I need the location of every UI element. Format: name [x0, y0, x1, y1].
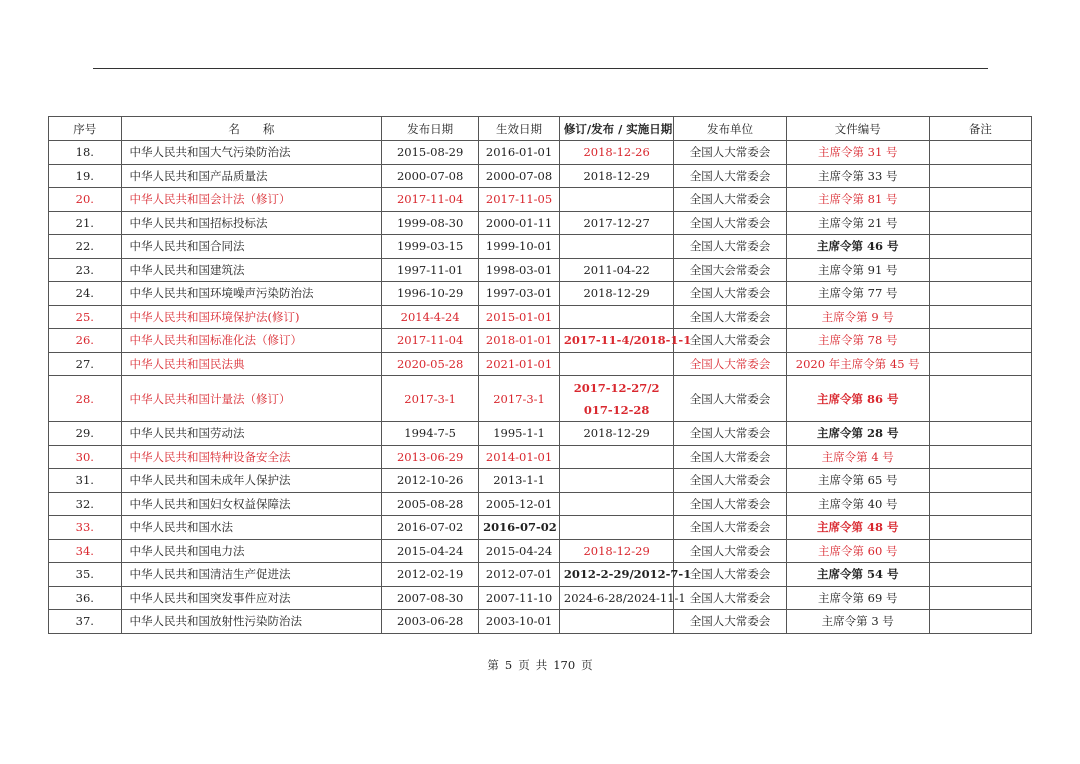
footer-prefix: 第 — [487, 658, 499, 672]
cell-remarks — [929, 282, 1031, 306]
table-row — [49, 258, 1032, 282]
cell-publish-date: 2000-07-08 — [382, 164, 479, 188]
cell-remarks — [929, 352, 1031, 376]
cell-issuer: 全国人大常委会 — [674, 469, 786, 493]
cell-publish-date: 2012-10-26 — [382, 469, 479, 493]
cell-revision-date — [559, 445, 673, 469]
cell-seq: 27. — [49, 352, 122, 376]
table-row — [49, 329, 1032, 353]
cell-remarks — [929, 305, 1031, 329]
cell-remarks — [929, 539, 1031, 563]
cell-name: 中华人民共和国会计法（修订） — [121, 188, 382, 212]
cell-doc-number: 主席令第 91 号 — [786, 258, 929, 282]
cell-publish-date: 2013-06-29 — [382, 445, 479, 469]
cell-revision-date: 2018-12-26 — [559, 141, 673, 165]
cell-issuer: 全国人大常委会 — [674, 305, 786, 329]
cell-remarks — [929, 586, 1031, 610]
cell-effective-date: 2007-11-10 — [479, 586, 560, 610]
cell-revision-date — [559, 610, 673, 634]
cell-doc-number: 主席令第 3 号 — [786, 610, 929, 634]
col-remarks: 备注 — [929, 117, 1031, 141]
cell-effective-date: 2018-01-01 — [479, 329, 560, 353]
cell-name: 中华人民共和国合同法 — [121, 235, 382, 259]
cell-remarks — [929, 141, 1031, 165]
cell-doc-number: 主席令第 78 号 — [786, 329, 929, 353]
cell-revision-date: 2018-12-29 — [559, 422, 673, 446]
cell-issuer: 全国人大常委会 — [674, 610, 786, 634]
cell-seq: 33. — [49, 516, 122, 540]
cell-seq: 28. — [49, 376, 122, 422]
cell-revision-date — [559, 492, 673, 516]
cell-seq: 32. — [49, 492, 122, 516]
cell-effective-date: 2013-1-1 — [479, 469, 560, 493]
cell-revision-date — [559, 305, 673, 329]
cell-seq: 37. — [49, 610, 122, 634]
cell-revision-date — [559, 469, 673, 493]
cell-remarks — [929, 188, 1031, 212]
cell-doc-number: 2020 年主席令第 45 号 — [786, 352, 929, 376]
cell-issuer: 全国大会常委会 — [674, 258, 786, 282]
cell-issuer: 全国人大常委会 — [674, 492, 786, 516]
cell-issuer: 全国人大常委会 — [674, 164, 786, 188]
cell-name: 中华人民共和国妇女权益保障法 — [121, 492, 382, 516]
cell-issuer: 全国人大常委会 — [674, 376, 786, 422]
cell-effective-date: 1995-1-1 — [479, 422, 560, 446]
cell-issuer: 全国人大常委会 — [674, 235, 786, 259]
cell-effective-date: 2021-01-01 — [479, 352, 560, 376]
table-row — [49, 352, 1032, 376]
cell-seq: 21. — [49, 211, 122, 235]
table-row — [49, 563, 1032, 587]
cell-publish-date: 1997-11-01 — [382, 258, 479, 282]
cell-effective-date: 2016-07-02 — [479, 516, 560, 540]
cell-effective-date: 2017-11-05 — [479, 188, 560, 212]
col-publish-date: 发布日期 — [382, 117, 479, 141]
cell-publish-date: 2003-06-28 — [382, 610, 479, 634]
cell-seq: 18. — [49, 141, 122, 165]
cell-remarks — [929, 164, 1031, 188]
cell-name: 中华人民共和国突发事件应对法 — [121, 586, 382, 610]
cell-issuer: 全国人大常委会 — [674, 563, 786, 587]
col-revision-date: 修订/发布 / 实施日期 — [559, 117, 673, 141]
cell-issuer: 全国人大常委会 — [674, 329, 786, 353]
cell-issuer: 全国人大常委会 — [674, 352, 786, 376]
cell-seq: 30. — [49, 445, 122, 469]
cell-issuer: 全国人大常委会 — [674, 188, 786, 212]
cell-doc-number: 主席令第 65 号 — [786, 469, 929, 493]
cell-seq: 22. — [49, 235, 122, 259]
cell-revision-date: 2017-12-27/2017-12-28 — [559, 376, 673, 422]
cell-name: 中华人民共和国产品质量法 — [121, 164, 382, 188]
col-effective-date: 生效日期 — [479, 117, 560, 141]
cell-name: 中华人民共和国招标投标法 — [121, 211, 382, 235]
table-row — [49, 422, 1032, 446]
cell-revision-date — [559, 188, 673, 212]
cell-effective-date: 1999-10-01 — [479, 235, 560, 259]
cell-remarks — [929, 610, 1031, 634]
cell-seq: 29. — [49, 422, 122, 446]
page-footer — [0, 657, 1080, 673]
footer-total-word: 共 — [535, 658, 548, 672]
cell-publish-date: 2007-08-30 — [382, 586, 479, 610]
cell-effective-date: 2017-3-1 — [479, 376, 560, 422]
cell-remarks — [929, 422, 1031, 446]
table-row — [49, 586, 1032, 610]
cell-publish-date: 2017-3-1 — [382, 376, 479, 422]
cell-remarks — [929, 211, 1031, 235]
cell-doc-number: 主席令第 54 号 — [786, 563, 929, 587]
cell-doc-number: 主席令第 28 号 — [786, 422, 929, 446]
cell-remarks — [929, 445, 1031, 469]
cell-publish-date: 2017-11-04 — [382, 329, 479, 353]
cell-name: 中华人民共和国电力法 — [121, 539, 382, 563]
table-row — [49, 539, 1032, 563]
cell-name: 中华人民共和国清洁生产促进法 — [121, 563, 382, 587]
cell-issuer: 全国人大常委会 — [674, 141, 786, 165]
cell-revision-date: 2012-2-29/2012-7-1 — [559, 563, 673, 587]
cell-name: 中华人民共和国标准化法（修订） — [121, 329, 382, 353]
cell-effective-date: 2016-01-01 — [479, 141, 560, 165]
cell-seq: 24. — [49, 282, 122, 306]
table-row — [49, 376, 1032, 422]
cell-revision-date — [559, 352, 673, 376]
cell-revision-date: 2018-12-29 — [559, 164, 673, 188]
cell-effective-date: 2000-07-08 — [479, 164, 560, 188]
cell-doc-number: 主席令第 31 号 — [786, 141, 929, 165]
table-row — [49, 164, 1032, 188]
cell-name: 中华人民共和国放射性污染防治法 — [121, 610, 382, 634]
table-row — [49, 492, 1032, 516]
cell-remarks — [929, 516, 1031, 540]
cell-publish-date: 2014-4-24 — [382, 305, 479, 329]
cell-issuer: 全国人大常委会 — [674, 516, 786, 540]
cell-effective-date: 2015-04-24 — [479, 539, 560, 563]
total-pages: 170 — [553, 658, 576, 672]
cell-publish-date: 2020-05-28 — [382, 352, 479, 376]
cell-remarks — [929, 329, 1031, 353]
cell-seq: 25. — [49, 305, 122, 329]
cell-revision-date: 2017-12-27 — [559, 211, 673, 235]
cell-name: 中华人民共和国环境保护法(修订) — [121, 305, 382, 329]
cell-publish-date: 2017-11-04 — [382, 188, 479, 212]
cell-name: 中华人民共和国特种设备安全法 — [121, 445, 382, 469]
cell-revision-date: 2017-11-4/2018-1-1 — [559, 329, 673, 353]
cell-remarks — [929, 563, 1031, 587]
table-row — [49, 610, 1032, 634]
cell-issuer: 全国人大常委会 — [674, 539, 786, 563]
cell-name: 中华人民共和国大气污染防治法 — [121, 141, 382, 165]
col-name: 名 称 — [121, 117, 382, 141]
cell-publish-date: 1999-08-30 — [382, 211, 479, 235]
cell-remarks — [929, 469, 1031, 493]
cell-effective-date: 2000-01-11 — [479, 211, 560, 235]
cell-issuer: 全国人大常委会 — [674, 586, 786, 610]
cell-revision-date: 2018-12-29 — [559, 282, 673, 306]
cell-revision-date: 2011-04-22 — [559, 258, 673, 282]
col-seq: 序号 — [49, 117, 122, 141]
cell-revision-date — [559, 516, 673, 540]
cell-name: 中华人民共和国计量法（修订） — [121, 376, 382, 422]
cell-remarks — [929, 258, 1031, 282]
table-row — [49, 188, 1032, 212]
cell-doc-number: 主席令第 86 号 — [786, 376, 929, 422]
laws-table — [48, 116, 1032, 634]
cell-issuer: 全国人大常委会 — [674, 282, 786, 306]
cell-seq: 23. — [49, 258, 122, 282]
page-number: 5 — [504, 658, 513, 672]
cell-effective-date: 2014-01-01 — [479, 445, 560, 469]
footer-suffix: 页 — [581, 658, 593, 672]
table-row — [49, 445, 1032, 469]
cell-effective-date: 2012-07-01 — [479, 563, 560, 587]
table-header-row — [49, 117, 1032, 141]
header-rule — [93, 68, 988, 69]
cell-name: 中华人民共和国民法典 — [121, 352, 382, 376]
cell-doc-number: 主席令第 33 号 — [786, 164, 929, 188]
cell-revision-date: 2018-12-29 — [559, 539, 673, 563]
cell-seq: 34. — [49, 539, 122, 563]
footer-page-word: 页 — [518, 658, 530, 672]
col-doc-number: 文件编号 — [786, 117, 929, 141]
table-row — [49, 235, 1032, 259]
cell-name: 中华人民共和国建筑法 — [121, 258, 382, 282]
cell-publish-date: 2015-08-29 — [382, 141, 479, 165]
cell-name: 中华人民共和国未成年人保护法 — [121, 469, 382, 493]
cell-doc-number: 主席令第 60 号 — [786, 539, 929, 563]
cell-doc-number: 主席令第 9 号 — [786, 305, 929, 329]
cell-issuer: 全国人大常委会 — [674, 211, 786, 235]
cell-doc-number: 主席令第 48 号 — [786, 516, 929, 540]
cell-name: 中华人民共和国劳动法 — [121, 422, 382, 446]
table-row — [49, 282, 1032, 306]
cell-effective-date: 2003-10-01 — [479, 610, 560, 634]
cell-seq: 35. — [49, 563, 122, 587]
cell-publish-date: 1999-03-15 — [382, 235, 479, 259]
cell-publish-date: 2012-02-19 — [382, 563, 479, 587]
table-row — [49, 141, 1032, 165]
cell-remarks — [929, 376, 1031, 422]
cell-doc-number: 主席令第 21 号 — [786, 211, 929, 235]
cell-name: 中华人民共和国环境噪声污染防治法 — [121, 282, 382, 306]
cell-seq: 20. — [49, 188, 122, 212]
cell-effective-date: 1997-03-01 — [479, 282, 560, 306]
cell-effective-date: 2005-12-01 — [479, 492, 560, 516]
col-issuer: 发布单位 — [674, 117, 786, 141]
cell-doc-number: 主席令第 77 号 — [786, 282, 929, 306]
cell-doc-number: 主席令第 4 号 — [786, 445, 929, 469]
cell-revision-date: 2024-6-28/2024-11-1 — [559, 586, 673, 610]
table-row — [49, 516, 1032, 540]
cell-publish-date: 1996-10-29 — [382, 282, 479, 306]
table-row — [49, 469, 1032, 493]
cell-publish-date: 2005-08-28 — [382, 492, 479, 516]
cell-doc-number: 主席令第 46 号 — [786, 235, 929, 259]
cell-effective-date: 1998-03-01 — [479, 258, 560, 282]
table-row — [49, 211, 1032, 235]
cell-publish-date: 2016-07-02 — [382, 516, 479, 540]
cell-revision-date — [559, 235, 673, 259]
cell-remarks — [929, 235, 1031, 259]
cell-seq: 26. — [49, 329, 122, 353]
cell-seq: 36. — [49, 586, 122, 610]
cell-effective-date: 2015-01-01 — [479, 305, 560, 329]
cell-seq: 19. — [49, 164, 122, 188]
cell-publish-date: 2015-04-24 — [382, 539, 479, 563]
cell-issuer: 全国人大常委会 — [674, 422, 786, 446]
cell-doc-number: 主席令第 40 号 — [786, 492, 929, 516]
cell-doc-number: 主席令第 69 号 — [786, 586, 929, 610]
cell-doc-number: 主席令第 81 号 — [786, 188, 929, 212]
cell-remarks — [929, 492, 1031, 516]
cell-name: 中华人民共和国水法 — [121, 516, 382, 540]
cell-publish-date: 1994-7-5 — [382, 422, 479, 446]
cell-issuer: 全国人大常委会 — [674, 445, 786, 469]
cell-seq: 31. — [49, 469, 122, 493]
table-row — [49, 305, 1032, 329]
